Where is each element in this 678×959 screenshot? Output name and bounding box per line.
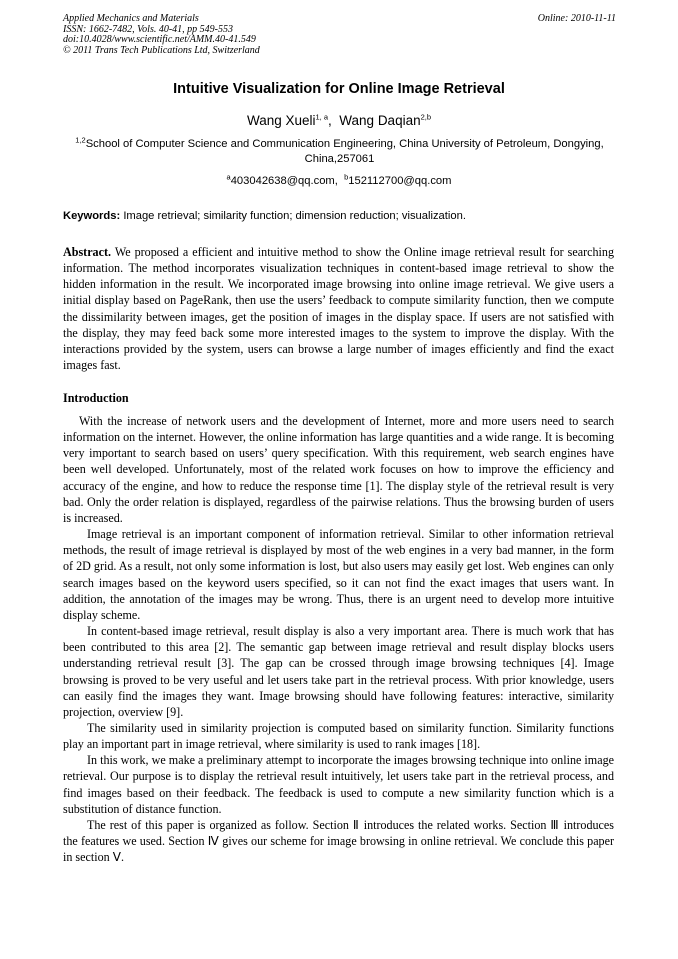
introduction-section <box>63 413 614 865</box>
author-list: Wang Xueli$^{1, a}$, Wang Daqian$^{2,b}$ <box>246 112 432 128</box>
keywords-text: Image retrieval; similarity function; dimension reduction; visualization. <box>123 210 466 222</box>
email-sup: a <box>226 172 231 182</box>
email-address: 152112700@qq.com <box>348 175 452 187</box>
author-name: Wang Xueli <box>246 113 316 128</box>
paragraph: With the increase of network users and the development of Internet, more and more users need to search information on the internet. However, the online information has large quantities and a wide range. It is becoming very important to search based on users’ query specification. With this requirement, web search engines have been well developed. Unfortunately, most of the related work focuses on how to improve the efficiency and accuracy of the engine, and how to reduce the response time [1]. The display style of the retrieval result is very bad. Only the order relation is displayed, regardless of the pairwise relations. Thus the browsing burden of users is increased. <box>63 414 614 525</box>
section-heading: Introduction <box>63 391 129 405</box>
abstract-text: We proposed a efficient and intuitive method to show the Online image retrieval result for searching information. The method incorporates visualization techniques in content-based image retrieval to show the hidden information in the result. We incorporated image browsing into online image retrieval. We give users a initial display based on PageRank, then use the users’ feedback to compute similarity function, then we compute the dissimilarity between images, get the position of images in the display space. If users are not satisfied with the display, they may feed back some more interested images to the system to improve the display. With the interactions provided by the system, users can browse a large number of images efficiently and find the exact images fast. <box>63 245 614 373</box>
paragraph: In this work, we make a preliminary attempt to incorporate the images browsing technique into online image retrieval. Our purpose is to display the retrieval result intuitively, let users take part in the retrieval process, and find images based on their feedback. The feedback is used to compute a new similarity function which is a substitution of distance function. <box>63 753 614 816</box>
email-list: $^a$403042638@qq.com, $^b$152112700@qq.com <box>226 172 452 187</box>
author-name: Wang Daqian <box>339 113 421 128</box>
journal-name: Applied Mechanics and Materials <box>63 13 199 24</box>
abstract-label: Abstract. <box>63 245 112 259</box>
affiliation-sup: 1,2 <box>75 135 86 145</box>
keywords-section <box>63 209 616 223</box>
copyright-info: © 2011 Trans Tech Publications Ltd, Switzerland <box>63 44 260 56</box>
paragraph: In content-based image retrieval, result display is also a very important area. There is much work that has been contributed to this area [2]. The semantic gap between image retrieval and result display blocks users understanding retrieval result [3]. The gap can be crossed through image browsing techniques [4]. Image browsing is proved to be very useful and let users take part in the retrieval process. With prior knowledge, users can easily find the images they want. Image browsing should have following features: interactive, similarity projection, overview [9]. <box>63 624 614 719</box>
email-sup: b <box>344 172 349 182</box>
email-address: 403042638@qq.com <box>230 175 335 187</box>
keywords-label: Keywords: <box>63 210 121 222</box>
paragraph: The rest of this paper is organized as follow. Section Ⅱ introduces the related works. Section Ⅲ introduces the features we used. Section Ⅳ gives our scheme for image browsing in online retrieval. We conclude this paper in section Ⅴ. <box>63 817 614 865</box>
affiliation <box>63 137 616 167</box>
paragraph: Image retrieval is an important component of information retrieval. Similar to other information retrieval methods, the result of image retrieval is displayed by most of the web engines in a very bad manner, in the form of 2D grid. As a result, not only some information is lost, but also users may easily get lost. Web engines can only search images based on the keyword users specified, so it can not find the exact images that users want. In addition, the annotation of the images may be wrong. Thus, there is an urgent need to develop more intuitive display scheme. <box>63 527 615 622</box>
paper-title: Intuitive Visualization for Online Image Retrieval <box>173 81 505 97</box>
paragraph: The similarity used in similarity projection is computed based on similarity function. Similarity functions play an important part in image retrieval, where similarity is used to rank images [18]. <box>63 720 614 752</box>
publication-header <box>63 14 616 56</box>
affiliation-text: School of Computer Science and Communication Engineering, China University of Petroleum, Dongying, China,257061 <box>85 138 604 165</box>
doi-info: doi:10.4028/www.scientific.net/AMM.40-41.549 <box>63 34 256 45</box>
abstract-section <box>63 244 614 373</box>
issn-info: ISSN: 1662-7482, Vols. 40-41, pp 549-553 <box>63 23 233 35</box>
author-sup: 1, a <box>315 112 329 122</box>
online-date: Online: 2010-11-11 <box>537 13 616 24</box>
author-sup: 2,b <box>420 112 432 122</box>
